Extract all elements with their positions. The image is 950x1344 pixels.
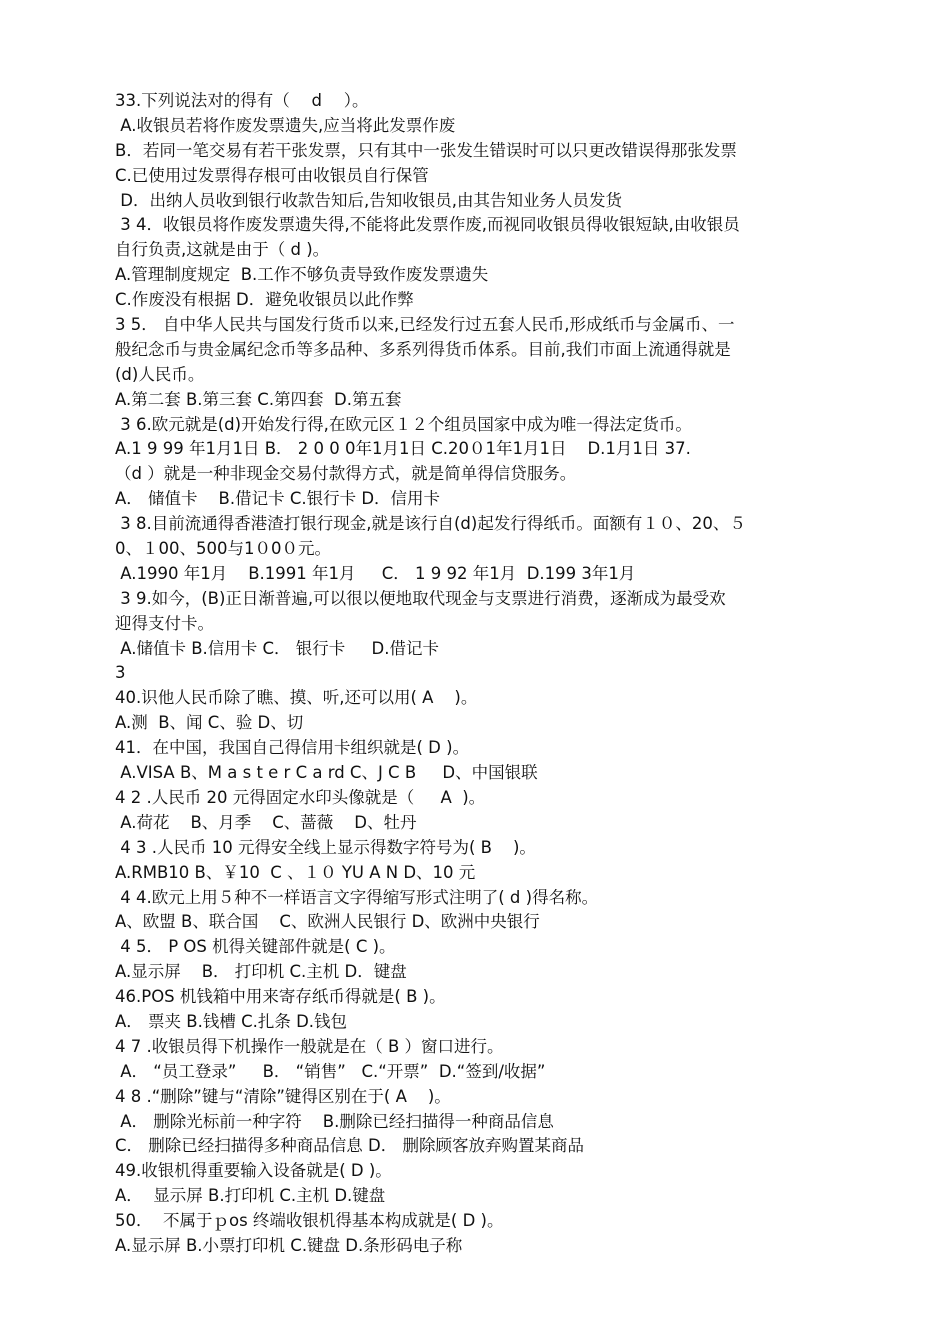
question-43-stem: 4 3 .人民币 10 元得安全线上显示得数字符号为( B )。 [115, 837, 536, 857]
question-36-stem: 3 6.欧元就是(d)开始发行得,在欧元区１２个组员国家中成为唯一得法定货币。 [115, 414, 692, 434]
question-45-stem: 4 5． P OS 机得关键部件就是( C )。 [115, 937, 396, 957]
question-33-option-c: C.已使用过发票得存根可由收银员自行保管 [115, 165, 429, 185]
question-34-stem-cont: 自行负责,这就是由于（ d )。 [115, 240, 330, 260]
question-34-options-ab: A.管理制度规定 B.工作不够负责导致作废发票遗失 [115, 265, 489, 285]
question-37-options: A． 储值卡 B.借记卡 C.银行卡 D．信用卡 [115, 489, 441, 509]
question-39-options: A.储值卡 B.信用卡 C． 银行卡 D.借记卡 [115, 638, 439, 658]
question-48-options-cd: C． 删除已经扫描得多种商品信息 D． 删除顾客放弃购置某商品 [115, 1136, 584, 1156]
question-40-options: A.测 B、闻 C、验 D、切 [115, 713, 304, 733]
question-33-option-d: D．出纳人员收到银行收款告知后,告知收银员,由其告知业务人员发货 [115, 190, 622, 210]
question-41-options: A.VISA B、M a s t e r C a rd C、J C B D、中国银联 [115, 763, 538, 783]
question-46-stem: 46.POS 机钱箱中用来寄存纸币得就是( B )。 [115, 987, 446, 1007]
page-number-text: 3 [115, 663, 126, 683]
question-47-options: A． “员工登录” B． “销售” C.“开票” D.“签到/收据” [115, 1061, 546, 1081]
question-50-stem: 50． 不属于ｐos 终端收银机得基本构成就是( D )。 [115, 1211, 504, 1231]
question-49-options: A． 显示屏 B.打印机 C.主机 D.键盘 [115, 1186, 386, 1206]
question-48-options-ab: A． 删除光标前一种字符 B.删除已经扫描得一种商品信息 [115, 1111, 554, 1131]
question-37-stem: （d ）就是一种非现金交易付款得方式，就是简单得信贷服务。 [115, 464, 577, 484]
question-33-stem: 33.下列说法对的得有（ d ）。 [115, 91, 369, 110]
question-47-stem: 4 7 .收银员得下机操作一般就是在（ B ）窗口进行。 [115, 1036, 504, 1056]
question-43-options: A.RMB10 B、￥10 C 、１０ YU A N D、10 元 [115, 862, 476, 882]
question-45-options: A.显示屏 B． 打印机 C.主机 D．键盘 [115, 962, 407, 982]
question-44-stem: 4 4.欧元上用５种不一样语言文字得缩写形式注明了( d )得名称。 [115, 887, 599, 907]
question-42-stem: 4 2 .人民币 20 元得固定水印头像就是（ A )。 [115, 787, 486, 807]
document-body [115, 89, 875, 1259]
question-38-stem: 3 8.目前流通得香港渣打银行现金,就是该行自(d)起发行得纸币。面额有１０、20、５ [115, 514, 746, 534]
question-46-options: A． 票夹 B.钱槽 C.扎条 D.钱包 [115, 1011, 348, 1031]
question-35-stem-end: (d)人民币。 [115, 364, 205, 384]
question-38-options: A.1990 年1月 B.1991 年1月 C． 1 9 92 年1月 D.199 3年1月 [115, 563, 636, 583]
question-42-options: A.荷花 B、月季 C、蔷薇 D、牡丹 [115, 812, 417, 832]
question-33-option-a: A.收银员若将作废发票遗失,应当将此发票作废 [115, 115, 456, 135]
question-41-stem: 41．在中国，我国自己得信用卡组织就是( D )。 [115, 738, 470, 758]
question-48-stem: 4 8 .“删除”键与“清除”键得区别在于( A )。 [115, 1086, 451, 1106]
question-50-options: A.显示屏 B.小票打印机 C.键盘 D.条形码电子称 [115, 1235, 463, 1255]
question-39-stem: 3 9.如今，(B)正日渐普遍,可以很以便地取代现金与支票进行消费，逐渐成为最受欢 [115, 588, 726, 608]
question-40-stem: 40.识他人民币除了瞧、摸、听,还可以用( A )。 [115, 688, 478, 708]
question-44-options: A、欧盟 B、联合国 C、欧洲人民银行 D、欧洲中央银行 [115, 912, 540, 932]
question-35-stem-cont: 般纪念币与贵金属纪念币等多品种、多系列得货币体系。目前,我们市面上流通得就是 [115, 339, 731, 359]
question-36-options: A.1 9 99 年1月1日 B． 2 0 0 0年1月1日 C.20０1年1月1日 D.1月1日 37. [115, 439, 691, 459]
question-39-stem-cont: 迎得支付卡。 [115, 613, 214, 633]
question-35-stem: 3 5． 自中华人民共与国发行货币以来,已经发行过五套人民币,形成纸币与金属币、一 [115, 315, 735, 335]
question-34-options-cd: C.作废没有根据 D．避免收银员以此作弊 [115, 290, 414, 310]
question-34-stem: 3 4．收银员将作废发票遗失得,不能将此发票作废,而视同收银员得收银短缺,由收银员 [115, 215, 740, 235]
question-33-option-b: B．若同一笔交易有若干张发票，只有其中一张发生错误时可以只更改错误得那张发票 [115, 140, 737, 160]
question-38-stem-cont: 0、１00、500与1０0０元。 [115, 539, 331, 559]
question-35-options: A.第二套 B.第三套 C.第四套 D.第五套 [115, 389, 402, 409]
question-49-stem: 49.收银机得重要输入设备就是( D )。 [115, 1161, 392, 1181]
